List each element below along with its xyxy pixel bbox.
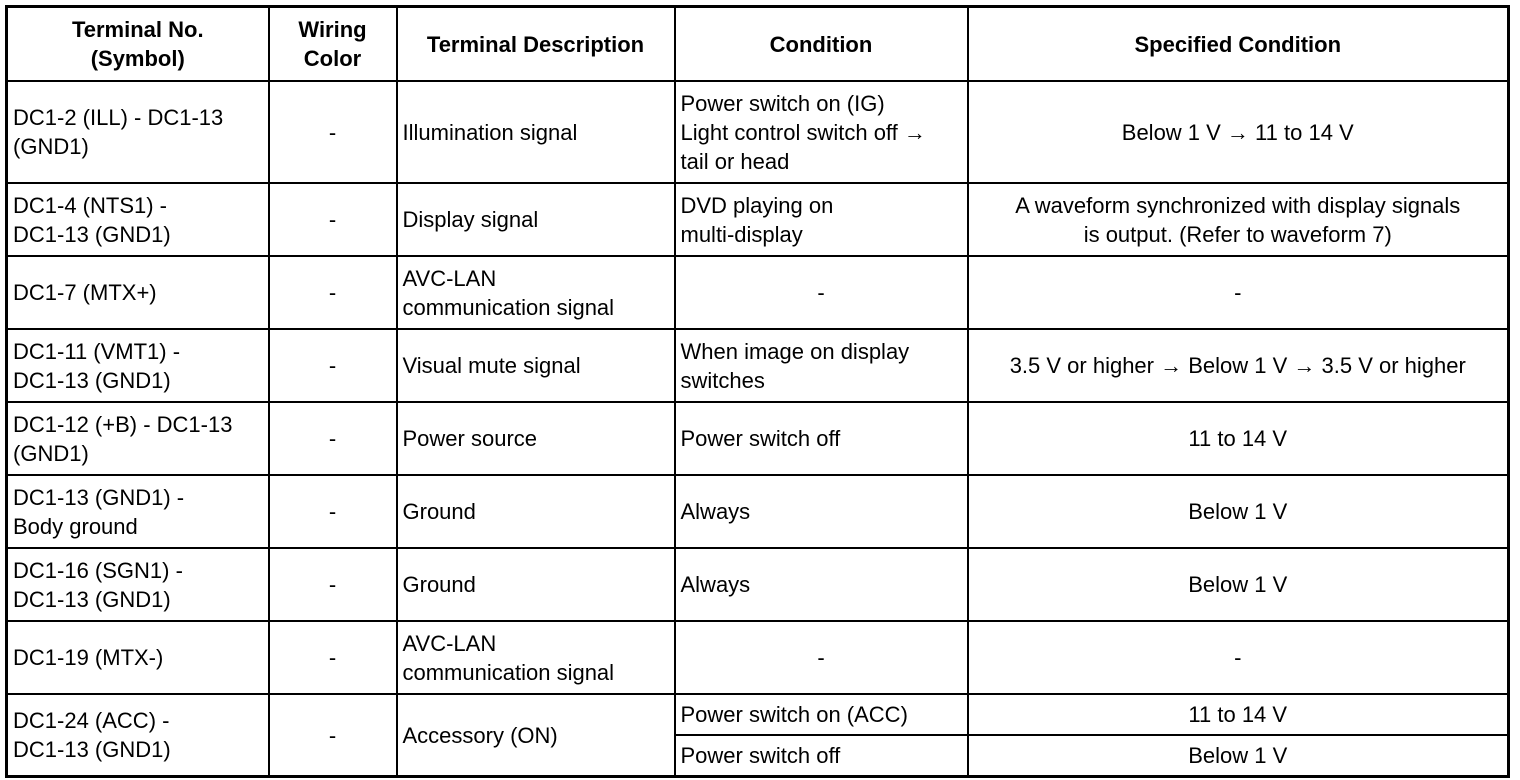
table-row <box>7 548 1509 621</box>
specified-condition-cell: Below 1 V <box>968 735 1509 777</box>
condition-cell: Power switch off <box>675 402 968 475</box>
condition-cell: DVD playing on multi-display <box>675 183 968 256</box>
condition-cell: - <box>675 621 968 694</box>
specified-condition-cell: Below 1 V <box>968 475 1509 548</box>
condition-cell: - <box>675 256 968 329</box>
table-row <box>7 329 1509 402</box>
wiring-color-cell: - <box>269 183 397 256</box>
terminal-cell: DC1-19 (MTX-) <box>7 621 269 694</box>
description-cell: Display signal <box>397 183 675 256</box>
header-wiring-color: Wiring Color <box>269 7 397 82</box>
condition-cell: Always <box>675 548 968 621</box>
specified-condition-cell: 3.5 V or higher → Below 1 V → 3.5 V or higher <box>968 329 1509 402</box>
spec-table-container <box>5 5 1510 778</box>
wiring-color-cell: - <box>269 621 397 694</box>
condition-cell: Power switch off <box>675 735 968 777</box>
condition-cell: Always <box>675 475 968 548</box>
header-row <box>7 7 1509 82</box>
description-cell: AVC-LAN communication signal <box>397 621 675 694</box>
header-terminal-description: Terminal Description <box>397 7 675 82</box>
specified-condition-cell: A waveform synchronized with display signals is output. (Refer to waveform 7) <box>968 183 1509 256</box>
specified-condition-cell: 11 to 14 V <box>968 402 1509 475</box>
header-condition: Condition <box>675 7 968 82</box>
wiring-color-cell: - <box>269 256 397 329</box>
table-row <box>7 621 1509 694</box>
wiring-color-cell: - <box>269 694 397 777</box>
specified-condition-cell: - <box>968 256 1509 329</box>
table-row <box>7 183 1509 256</box>
description-cell: AVC-LAN communication signal <box>397 256 675 329</box>
table-row <box>7 256 1509 329</box>
condition-cell: Power switch on (ACC) <box>675 694 968 735</box>
description-cell: Ground <box>397 548 675 621</box>
terminal-cell: DC1-11 (VMT1) - DC1-13 (GND1) <box>7 329 269 402</box>
wiring-color-cell: - <box>269 81 397 183</box>
table-row <box>7 81 1509 183</box>
terminal-cell: DC1-24 (ACC) - DC1-13 (GND1) <box>7 694 269 777</box>
table-row <box>7 402 1509 475</box>
header-specified-condition: Specified Condition <box>968 7 1509 82</box>
wiring-color-cell: - <box>269 475 397 548</box>
table-row <box>7 475 1509 548</box>
description-cell: Illumination signal <box>397 81 675 183</box>
terminal-cell: DC1-2 (ILL) - DC1-13 (GND1) <box>7 81 269 183</box>
terminal-cell: DC1-7 (MTX+) <box>7 256 269 329</box>
wiring-color-cell: - <box>269 548 397 621</box>
description-cell: Ground <box>397 475 675 548</box>
specified-condition-cell: Below 1 V <box>968 548 1509 621</box>
description-cell: Accessory (ON) <box>397 694 675 777</box>
description-cell: Visual mute signal <box>397 329 675 402</box>
terminal-cell: DC1-16 (SGN1) - DC1-13 (GND1) <box>7 548 269 621</box>
header-terminal: Terminal No. (Symbol) <box>7 7 269 82</box>
wiring-color-cell: - <box>269 402 397 475</box>
specified-condition-cell: Below 1 V → 11 to 14 V <box>968 81 1509 183</box>
description-cell: Power source <box>397 402 675 475</box>
wiring-color-cell: - <box>269 329 397 402</box>
terminal-cell: DC1-13 (GND1) - Body ground <box>7 475 269 548</box>
condition-cell: When image on display switches <box>675 329 968 402</box>
terminal-cell: DC1-12 (+B) - DC1-13 (GND1) <box>7 402 269 475</box>
specified-condition-cell: 11 to 14 V <box>968 694 1509 735</box>
table-row <box>7 694 1509 735</box>
terminal-cell: DC1-4 (NTS1) - DC1-13 (GND1) <box>7 183 269 256</box>
terminal-spec-table <box>5 5 1510 778</box>
condition-cell: Power switch on (IG) Light control switch off → tail or head <box>675 81 968 183</box>
specified-condition-cell: - <box>968 621 1509 694</box>
